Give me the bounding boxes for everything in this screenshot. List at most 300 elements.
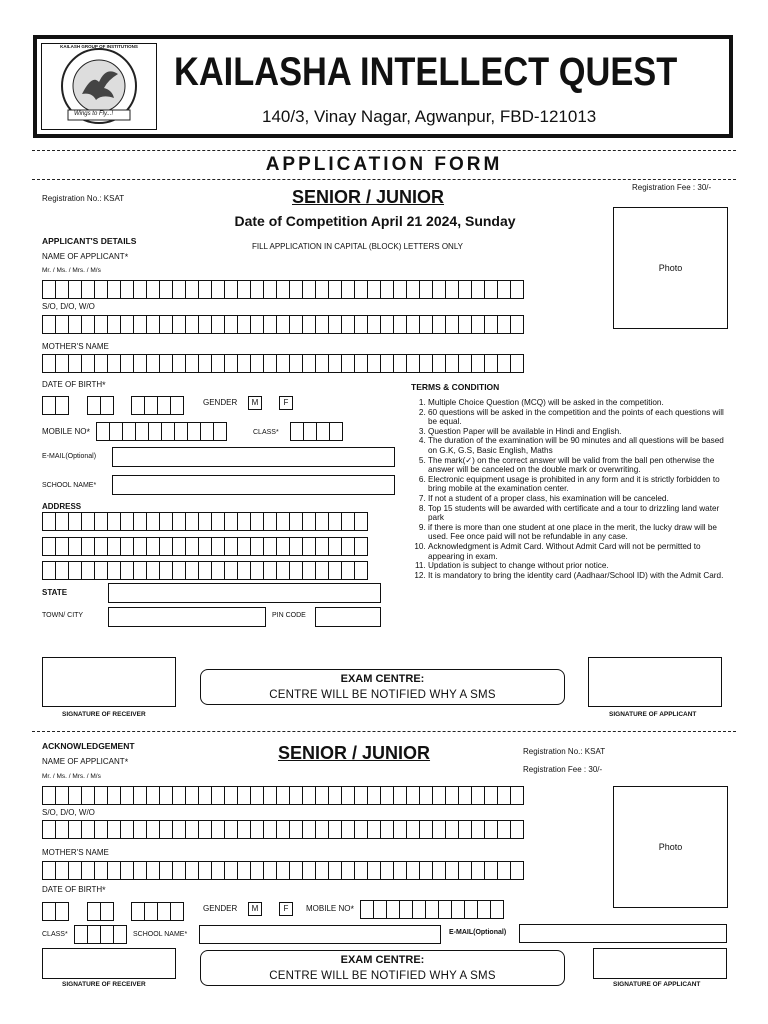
character-cell[interactable] — [432, 280, 446, 299]
character-cell[interactable] — [159, 354, 173, 373]
character-cell[interactable] — [315, 786, 329, 805]
character-cell[interactable] — [185, 354, 199, 373]
character-cell[interactable] — [224, 820, 238, 839]
character-cell[interactable] — [471, 786, 485, 805]
character-cell[interactable] — [68, 512, 82, 531]
character-cell[interactable] — [425, 900, 439, 919]
character-cell[interactable] — [159, 280, 173, 299]
character-cell[interactable] — [497, 280, 511, 299]
character-cell[interactable] — [367, 861, 381, 880]
character-cell[interactable] — [159, 537, 173, 556]
character-cell[interactable] — [120, 537, 134, 556]
character-cell[interactable] — [68, 280, 82, 299]
character-cell[interactable] — [55, 561, 69, 580]
applicant-signature-box[interactable] — [588, 657, 722, 707]
character-cell[interactable] — [120, 315, 134, 334]
character-cell[interactable] — [445, 820, 459, 839]
character-cell[interactable] — [144, 902, 158, 921]
character-cell[interactable] — [185, 820, 199, 839]
ack-applicant-signature-box[interactable] — [593, 948, 727, 979]
character-cell[interactable] — [198, 861, 212, 880]
character-cell[interactable] — [354, 512, 368, 531]
character-cell[interactable] — [81, 561, 95, 580]
character-cell[interactable] — [157, 902, 171, 921]
town-input[interactable] — [108, 607, 266, 627]
character-cell[interactable] — [146, 512, 160, 531]
character-cell[interactable] — [146, 861, 160, 880]
character-cell[interactable] — [224, 861, 238, 880]
character-cell[interactable] — [100, 902, 114, 921]
character-cell[interactable] — [81, 820, 95, 839]
character-cell[interactable] — [263, 354, 277, 373]
character-cell[interactable] — [406, 861, 420, 880]
character-cell[interactable] — [497, 861, 511, 880]
character-cell[interactable] — [458, 786, 472, 805]
character-cell[interactable] — [263, 280, 277, 299]
character-cell[interactable] — [419, 315, 433, 334]
character-cell[interactable] — [187, 422, 201, 441]
character-cell[interactable] — [159, 315, 173, 334]
character-cell[interactable] — [490, 900, 504, 919]
ack-name-input-cells[interactable] — [42, 786, 523, 805]
ack-gender-m-checkbox[interactable]: M — [248, 902, 262, 916]
character-cell[interactable] — [380, 861, 394, 880]
character-cell[interactable] — [406, 354, 420, 373]
ack-mother-input-cells[interactable] — [42, 861, 523, 880]
character-cell[interactable] — [68, 861, 82, 880]
character-cell[interactable] — [380, 786, 394, 805]
character-cell[interactable] — [87, 902, 101, 921]
character-cell[interactable] — [146, 354, 160, 373]
character-cell[interactable] — [135, 422, 149, 441]
character-cell[interactable] — [185, 561, 199, 580]
character-cell[interactable] — [133, 786, 147, 805]
character-cell[interactable] — [224, 354, 238, 373]
character-cell[interactable] — [510, 354, 524, 373]
school-input[interactable] — [112, 475, 395, 495]
character-cell[interactable] — [185, 861, 199, 880]
character-cell[interactable] — [263, 786, 277, 805]
character-cell[interactable] — [510, 786, 524, 805]
character-cell[interactable] — [393, 354, 407, 373]
character-cell[interactable] — [120, 786, 134, 805]
character-cell[interactable] — [237, 861, 251, 880]
character-cell[interactable] — [42, 315, 56, 334]
character-cell[interactable] — [380, 280, 394, 299]
character-cell[interactable] — [107, 561, 121, 580]
gender-m-checkbox[interactable]: M — [248, 396, 262, 410]
dob-year-cells[interactable] — [131, 396, 183, 415]
character-cell[interactable] — [432, 315, 446, 334]
character-cell[interactable] — [419, 354, 433, 373]
character-cell[interactable] — [289, 861, 303, 880]
character-cell[interactable] — [172, 512, 186, 531]
character-cell[interactable] — [302, 786, 316, 805]
address-line1-cells[interactable] — [42, 512, 367, 531]
character-cell[interactable] — [42, 861, 56, 880]
character-cell[interactable] — [87, 396, 101, 415]
character-cell[interactable] — [360, 900, 374, 919]
character-cell[interactable] — [510, 861, 524, 880]
character-cell[interactable] — [159, 861, 173, 880]
character-cell[interactable] — [393, 315, 407, 334]
character-cell[interactable] — [419, 820, 433, 839]
character-cell[interactable] — [328, 354, 342, 373]
character-cell[interactable] — [458, 315, 472, 334]
character-cell[interactable] — [185, 512, 199, 531]
character-cell[interactable] — [276, 354, 290, 373]
name-input-cells[interactable] — [42, 280, 523, 299]
character-cell[interactable] — [87, 925, 101, 944]
character-cell[interactable] — [302, 512, 316, 531]
character-cell[interactable] — [263, 561, 277, 580]
character-cell[interactable] — [198, 354, 212, 373]
character-cell[interactable] — [302, 354, 316, 373]
character-cell[interactable] — [367, 786, 381, 805]
character-cell[interactable] — [224, 537, 238, 556]
character-cell[interactable] — [276, 861, 290, 880]
character-cell[interactable] — [122, 422, 136, 441]
character-cell[interactable] — [94, 861, 108, 880]
character-cell[interactable] — [419, 861, 433, 880]
character-cell[interactable] — [68, 537, 82, 556]
character-cell[interactable] — [315, 354, 329, 373]
character-cell[interactable] — [211, 786, 225, 805]
character-cell[interactable] — [471, 354, 485, 373]
character-cell[interactable] — [237, 280, 251, 299]
character-cell[interactable] — [68, 354, 82, 373]
character-cell[interactable] — [146, 537, 160, 556]
character-cell[interactable] — [100, 925, 114, 944]
character-cell[interactable] — [302, 280, 316, 299]
character-cell[interactable] — [42, 561, 56, 580]
character-cell[interactable] — [510, 280, 524, 299]
character-cell[interactable] — [438, 900, 452, 919]
character-cell[interactable] — [42, 786, 56, 805]
character-cell[interactable] — [133, 354, 147, 373]
character-cell[interactable] — [172, 537, 186, 556]
character-cell[interactable] — [107, 786, 121, 805]
character-cell[interactable] — [341, 820, 355, 839]
character-cell[interactable] — [328, 512, 342, 531]
character-cell[interactable] — [55, 354, 69, 373]
character-cell[interactable] — [100, 396, 114, 415]
character-cell[interactable] — [55, 861, 69, 880]
character-cell[interactable] — [172, 820, 186, 839]
character-cell[interactable] — [302, 561, 316, 580]
ack-receiver-signature-box[interactable] — [42, 948, 176, 979]
gender-f-checkbox[interactable]: F — [279, 396, 293, 410]
character-cell[interactable] — [316, 422, 330, 441]
character-cell[interactable] — [185, 537, 199, 556]
address-line3-cells[interactable] — [42, 561, 367, 580]
character-cell[interactable] — [302, 315, 316, 334]
character-cell[interactable] — [170, 396, 184, 415]
character-cell[interactable] — [146, 820, 160, 839]
character-cell[interactable] — [406, 315, 420, 334]
character-cell[interactable] — [471, 820, 485, 839]
character-cell[interactable] — [120, 354, 134, 373]
character-cell[interactable] — [237, 512, 251, 531]
character-cell[interactable] — [200, 422, 214, 441]
character-cell[interactable] — [451, 900, 465, 919]
character-cell[interactable] — [484, 861, 498, 880]
character-cell[interactable] — [148, 422, 162, 441]
character-cell[interactable] — [302, 861, 316, 880]
character-cell[interactable] — [328, 315, 342, 334]
character-cell[interactable] — [367, 820, 381, 839]
character-cell[interactable] — [354, 820, 368, 839]
character-cell[interactable] — [224, 280, 238, 299]
character-cell[interactable] — [211, 315, 225, 334]
character-cell[interactable] — [419, 280, 433, 299]
ack-mobile-input-cells[interactable] — [360, 900, 503, 919]
character-cell[interactable] — [289, 820, 303, 839]
character-cell[interactable] — [341, 280, 355, 299]
character-cell[interactable] — [133, 537, 147, 556]
character-cell[interactable] — [55, 786, 69, 805]
character-cell[interactable] — [237, 786, 251, 805]
character-cell[interactable] — [172, 315, 186, 334]
character-cell[interactable] — [354, 280, 368, 299]
character-cell[interactable] — [250, 354, 264, 373]
character-cell[interactable] — [224, 561, 238, 580]
ack-dob-month-cells[interactable] — [87, 902, 113, 921]
character-cell[interactable] — [471, 315, 485, 334]
character-cell[interactable] — [42, 354, 56, 373]
character-cell[interactable] — [341, 512, 355, 531]
character-cell[interactable] — [328, 861, 342, 880]
character-cell[interactable] — [68, 561, 82, 580]
character-cell[interactable] — [55, 396, 69, 415]
mother-input-cells[interactable] — [42, 354, 523, 373]
ack-dob-year-cells[interactable] — [131, 902, 183, 921]
character-cell[interactable] — [367, 280, 381, 299]
character-cell[interactable] — [185, 315, 199, 334]
character-cell[interactable] — [133, 561, 147, 580]
state-input[interactable] — [108, 583, 381, 603]
character-cell[interactable] — [161, 422, 175, 441]
character-cell[interactable] — [224, 786, 238, 805]
character-cell[interactable] — [250, 861, 264, 880]
character-cell[interactable] — [146, 786, 160, 805]
character-cell[interactable] — [42, 396, 56, 415]
character-cell[interactable] — [107, 280, 121, 299]
character-cell[interactable] — [81, 786, 95, 805]
character-cell[interactable] — [211, 820, 225, 839]
character-cell[interactable] — [386, 900, 400, 919]
character-cell[interactable] — [354, 315, 368, 334]
character-cell[interactable] — [289, 561, 303, 580]
character-cell[interactable] — [341, 561, 355, 580]
character-cell[interactable] — [406, 820, 420, 839]
photo-box[interactable] — [613, 207, 728, 329]
character-cell[interactable] — [94, 315, 108, 334]
character-cell[interactable] — [55, 315, 69, 334]
character-cell[interactable] — [172, 280, 186, 299]
character-cell[interactable] — [74, 925, 88, 944]
character-cell[interactable] — [94, 820, 108, 839]
character-cell[interactable] — [328, 537, 342, 556]
character-cell[interactable] — [250, 820, 264, 839]
character-cell[interactable] — [263, 315, 277, 334]
character-cell[interactable] — [367, 354, 381, 373]
ack-email-input[interactable] — [519, 924, 727, 943]
character-cell[interactable] — [399, 900, 413, 919]
mobile-input-cells[interactable] — [96, 422, 226, 441]
character-cell[interactable] — [406, 786, 420, 805]
character-cell[interactable] — [419, 786, 433, 805]
character-cell[interactable] — [198, 537, 212, 556]
character-cell[interactable] — [172, 354, 186, 373]
character-cell[interactable] — [341, 786, 355, 805]
character-cell[interactable] — [380, 315, 394, 334]
character-cell[interactable] — [432, 786, 446, 805]
character-cell[interactable] — [341, 315, 355, 334]
character-cell[interactable] — [55, 537, 69, 556]
character-cell[interactable] — [198, 786, 212, 805]
character-cell[interactable] — [341, 861, 355, 880]
character-cell[interactable] — [94, 354, 108, 373]
address-line2-cells[interactable] — [42, 537, 367, 556]
character-cell[interactable] — [458, 354, 472, 373]
character-cell[interactable] — [510, 315, 524, 334]
character-cell[interactable] — [81, 512, 95, 531]
character-cell[interactable] — [146, 561, 160, 580]
character-cell[interactable] — [289, 354, 303, 373]
character-cell[interactable] — [393, 861, 407, 880]
character-cell[interactable] — [289, 786, 303, 805]
character-cell[interactable] — [354, 561, 368, 580]
character-cell[interactable] — [131, 902, 145, 921]
character-cell[interactable] — [484, 354, 498, 373]
character-cell[interactable] — [198, 280, 212, 299]
character-cell[interactable] — [133, 280, 147, 299]
character-cell[interactable] — [224, 512, 238, 531]
ack-class-input-cells[interactable] — [74, 925, 126, 944]
ack-gender-f-checkbox[interactable]: F — [279, 902, 293, 916]
character-cell[interactable] — [120, 861, 134, 880]
character-cell[interactable] — [55, 512, 69, 531]
character-cell[interactable] — [497, 354, 511, 373]
character-cell[interactable] — [263, 512, 277, 531]
character-cell[interactable] — [211, 280, 225, 299]
character-cell[interactable] — [94, 537, 108, 556]
character-cell[interactable] — [263, 820, 277, 839]
character-cell[interactable] — [159, 561, 173, 580]
character-cell[interactable] — [94, 786, 108, 805]
character-cell[interactable] — [328, 280, 342, 299]
character-cell[interactable] — [94, 512, 108, 531]
character-cell[interactable] — [133, 315, 147, 334]
character-cell[interactable] — [68, 820, 82, 839]
character-cell[interactable] — [432, 820, 446, 839]
character-cell[interactable] — [185, 280, 199, 299]
character-cell[interactable] — [289, 512, 303, 531]
character-cell[interactable] — [250, 561, 264, 580]
character-cell[interactable] — [328, 820, 342, 839]
character-cell[interactable] — [131, 396, 145, 415]
character-cell[interactable] — [380, 820, 394, 839]
character-cell[interactable] — [237, 820, 251, 839]
character-cell[interactable] — [406, 280, 420, 299]
character-cell[interactable] — [237, 315, 251, 334]
character-cell[interactable] — [237, 537, 251, 556]
character-cell[interactable] — [464, 900, 478, 919]
character-cell[interactable] — [484, 820, 498, 839]
character-cell[interactable] — [471, 280, 485, 299]
character-cell[interactable] — [68, 786, 82, 805]
character-cell[interactable] — [81, 280, 95, 299]
character-cell[interactable] — [341, 354, 355, 373]
character-cell[interactable] — [445, 786, 459, 805]
character-cell[interactable] — [107, 820, 121, 839]
character-cell[interactable] — [263, 537, 277, 556]
character-cell[interactable] — [458, 820, 472, 839]
character-cell[interactable] — [328, 561, 342, 580]
character-cell[interactable] — [81, 315, 95, 334]
character-cell[interactable] — [458, 861, 472, 880]
character-cell[interactable] — [107, 354, 121, 373]
character-cell[interactable] — [315, 820, 329, 839]
character-cell[interactable] — [497, 820, 511, 839]
character-cell[interactable] — [276, 315, 290, 334]
character-cell[interactable] — [380, 354, 394, 373]
character-cell[interactable] — [289, 315, 303, 334]
sdw-input-cells[interactable] — [42, 315, 523, 334]
character-cell[interactable] — [42, 820, 56, 839]
character-cell[interactable] — [159, 786, 173, 805]
character-cell[interactable] — [213, 422, 227, 441]
character-cell[interactable] — [172, 561, 186, 580]
character-cell[interactable] — [157, 396, 171, 415]
character-cell[interactable] — [68, 315, 82, 334]
character-cell[interactable] — [289, 537, 303, 556]
dob-day-cells[interactable] — [42, 396, 68, 415]
character-cell[interactable] — [290, 422, 304, 441]
character-cell[interactable] — [354, 537, 368, 556]
character-cell[interactable] — [120, 561, 134, 580]
character-cell[interactable] — [133, 512, 147, 531]
character-cell[interactable] — [250, 315, 264, 334]
character-cell[interactable] — [185, 786, 199, 805]
character-cell[interactable] — [198, 315, 212, 334]
character-cell[interactable] — [354, 354, 368, 373]
character-cell[interactable] — [107, 512, 121, 531]
character-cell[interactable] — [329, 422, 343, 441]
character-cell[interactable] — [211, 354, 225, 373]
character-cell[interactable] — [328, 786, 342, 805]
character-cell[interactable] — [497, 315, 511, 334]
character-cell[interactable] — [315, 512, 329, 531]
character-cell[interactable] — [42, 512, 56, 531]
character-cell[interactable] — [55, 280, 69, 299]
character-cell[interactable] — [211, 537, 225, 556]
character-cell[interactable] — [445, 354, 459, 373]
character-cell[interactable] — [412, 900, 426, 919]
character-cell[interactable] — [146, 280, 160, 299]
character-cell[interactable] — [172, 786, 186, 805]
character-cell[interactable] — [174, 422, 188, 441]
character-cell[interactable] — [120, 512, 134, 531]
ack-sdw-input-cells[interactable] — [42, 820, 523, 839]
character-cell[interactable] — [477, 900, 491, 919]
dob-month-cells[interactable] — [87, 396, 113, 415]
character-cell[interactable] — [432, 861, 446, 880]
character-cell[interactable] — [445, 861, 459, 880]
ack-school-input[interactable] — [199, 925, 441, 944]
character-cell[interactable] — [276, 512, 290, 531]
